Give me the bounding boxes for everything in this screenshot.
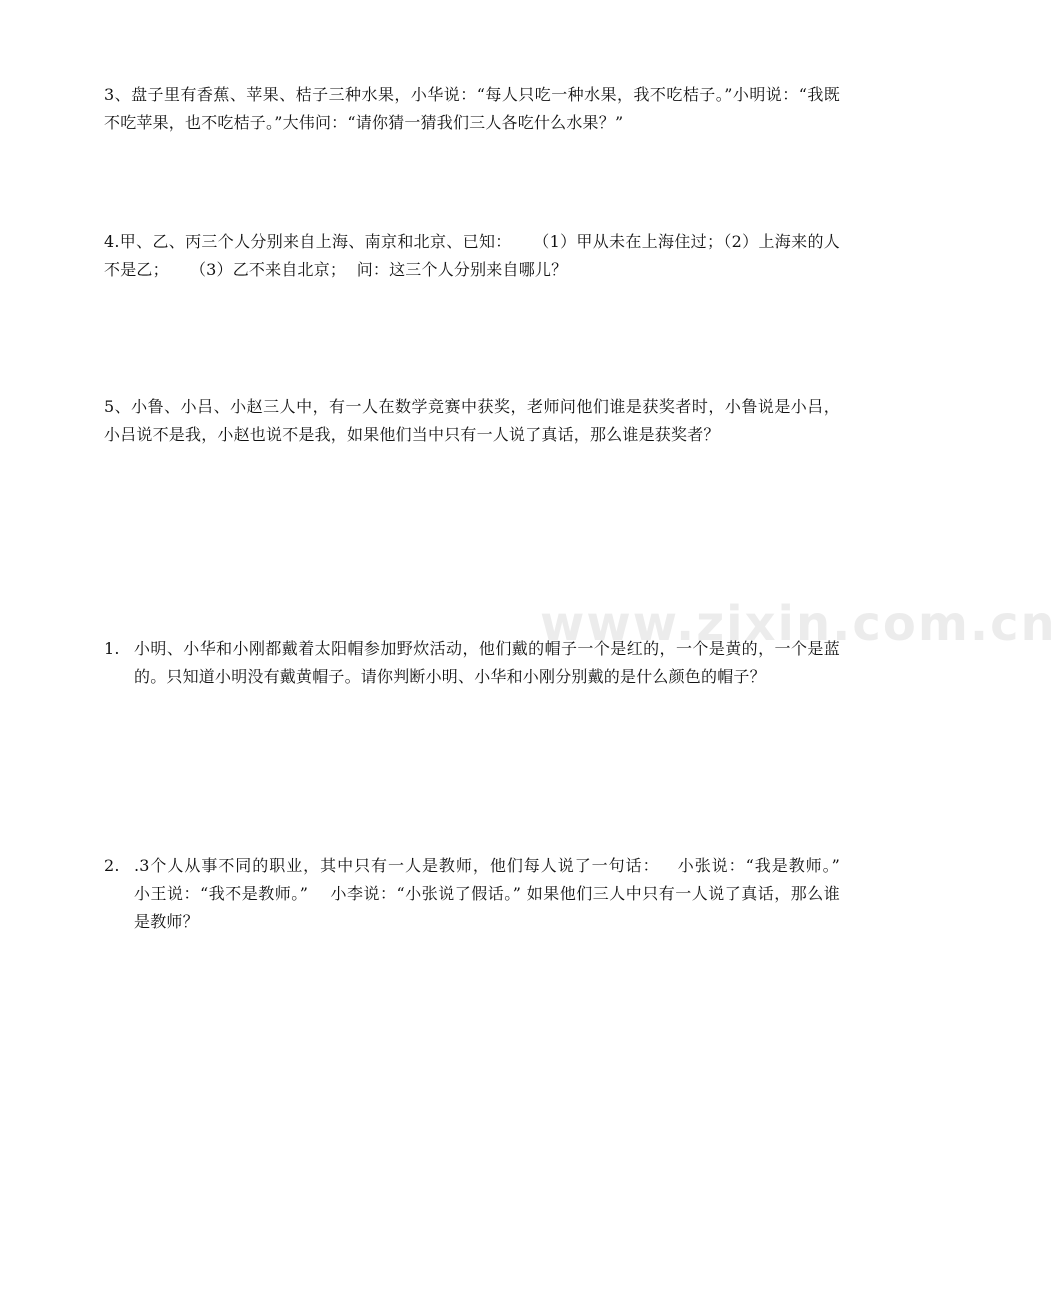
question-5: 5、小鲁、小吕、小赵三人中，有一人在数学竞赛中获奖，老师问他们谁是获奖者时，小鲁说是小吕，小吕说不是我，小赵也说不是我，如果他们当中只有一人说了真话，那么谁是获奖者？ — [104, 397, 840, 444]
item-number: 1. — [104, 639, 120, 658]
question-4: 4.甲、乙、丙三个人分别来自上海、南京和北京、已知： （1）甲从未在上海住过；（2）上海来的人不是乙； （3）乙不来自北京； 问：这三个人分别来自哪儿？ — [104, 232, 840, 279]
question-item-2 — [104, 852, 862, 936]
watermark: www.zixin.com.cn — [540, 596, 1057, 652]
item-number: 2. — [104, 856, 120, 875]
question-item-1 — [104, 635, 840, 691]
item-text: 小明、小华和小刚都戴着太阳帽参加野炊活动，他们戴的帽子一个是红的，一个是黄的，一个是蓝的。只知道小明没有戴黄帽子。请你判断小明、小华和小刚分别戴的是什么颜色的帽子？ — [134, 639, 840, 686]
question-3: 3、盘子里有香蕉、苹果、桔子三种水果，小华说：“每人只吃一种水果，我不吃桔子。”小明说：“我既不吃苹果，也不吃桔子。”大伟问：“请你猜一猜我们三人各吃什么水果？” — [104, 85, 840, 132]
item-text: .3个人从事不同的职业，其中只有一人是教师，他们每人说了一句话： 小张说：“我是教师。” 小王说：“我不是教师。” 小李说：“小张说了假话。” 如果他们三人中只有一人说了真话，那么谁是教师？ — [134, 856, 862, 931]
